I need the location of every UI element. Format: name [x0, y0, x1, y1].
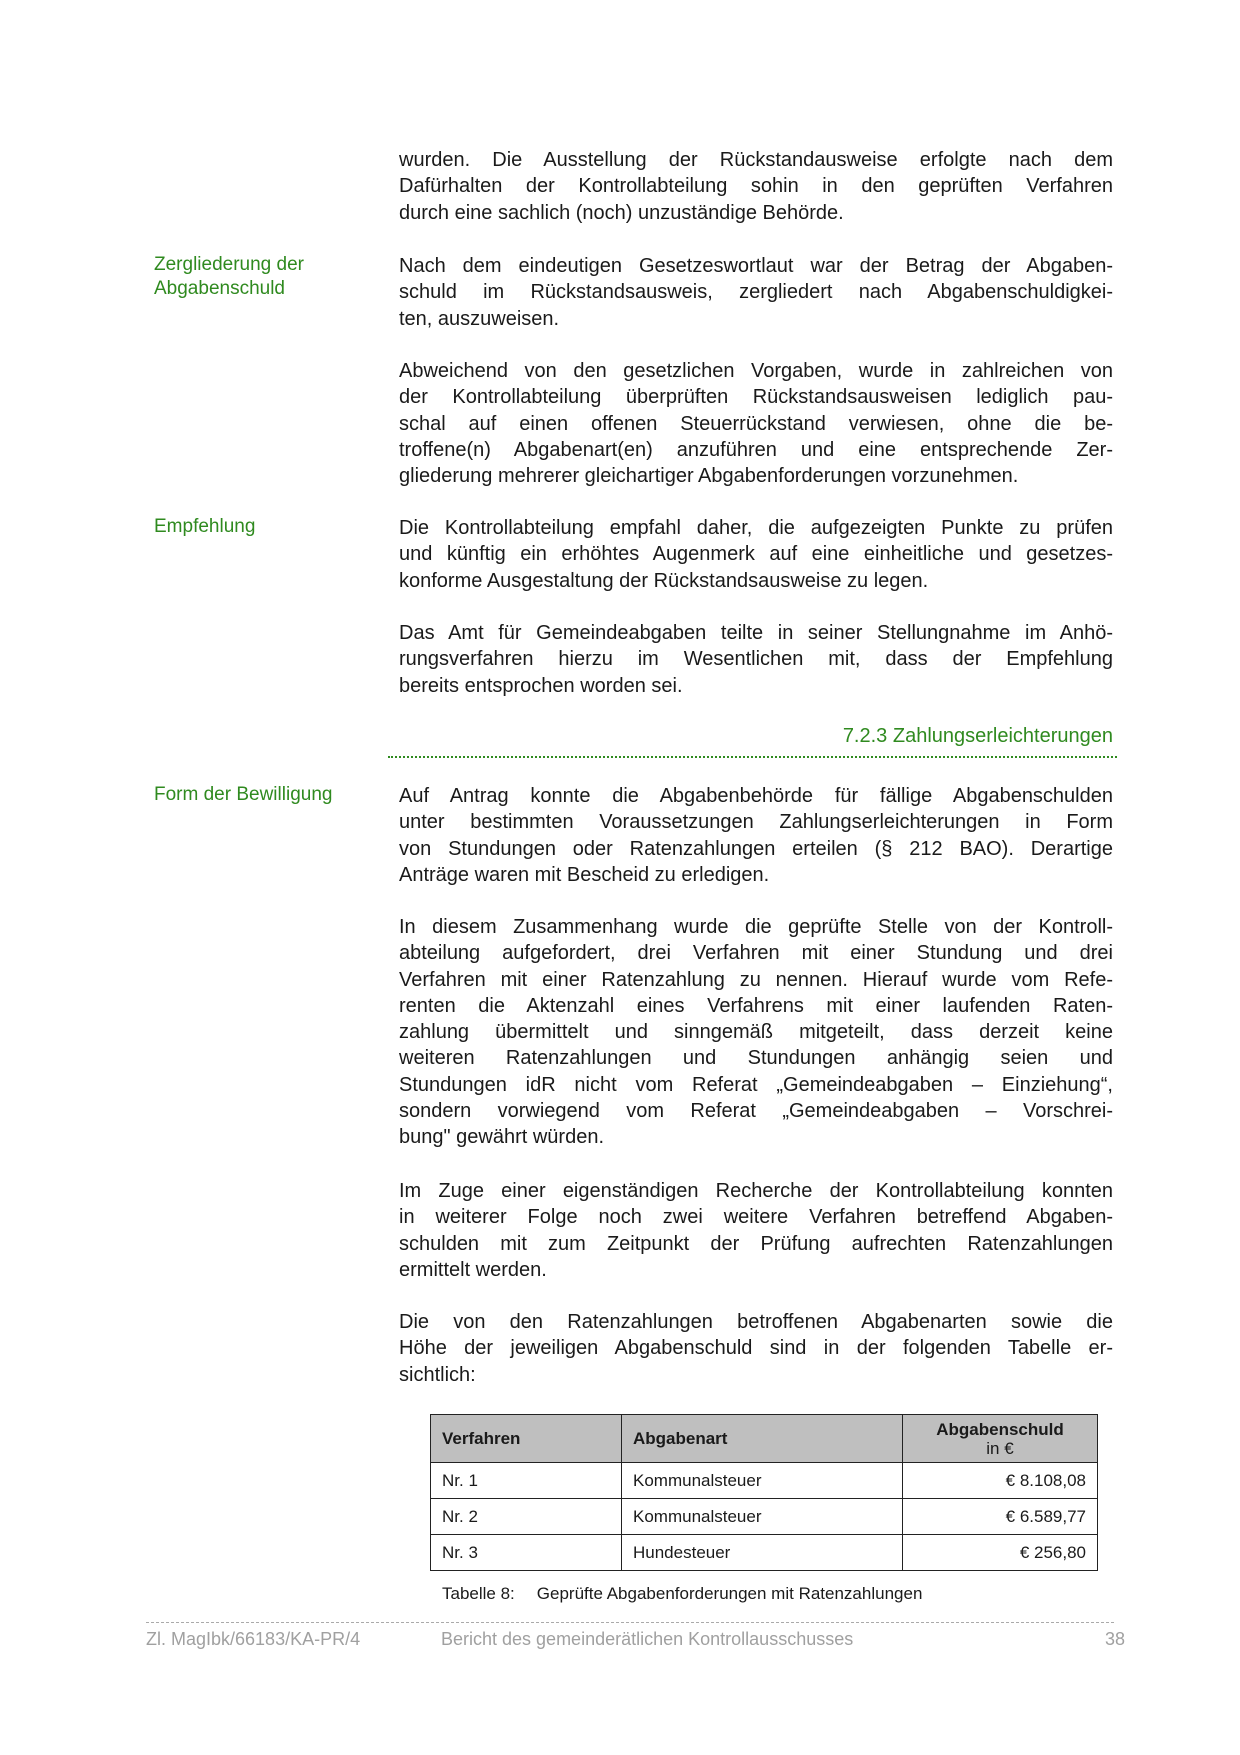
heading-divider: [388, 756, 1117, 758]
margin-note-empfehlung: Empfehlung: [154, 516, 256, 537]
header-abgabenschuld: [903, 1415, 1098, 1463]
text-line: sondern vorwiegend vom Referat „Gemeindeabgaben – Vorschrei-: [399, 1100, 1113, 1123]
cell-abgabenart: Kommunalsteuer: [622, 1463, 903, 1499]
table-caption: [442, 1584, 922, 1604]
paragraph: [399, 914, 1113, 1151]
cell-amount: € 6.589,77: [903, 1499, 1098, 1535]
text-line: Die von den Ratenzahlungen betroffenen Abgabenarten sowie die: [399, 1311, 1113, 1333]
text-line: unter bestimmten Voraussetzungen Zahlungserleichterungen in Form: [399, 811, 1113, 834]
data-table: [430, 1414, 1098, 1571]
paragraph: [399, 620, 1113, 699]
text-line: Die Kontrollabteilung empfahl daher, die aufgezeigten Punkte zu prüfen: [399, 517, 1113, 539]
margin-note-form-der-bewilligung: Form der Bewilligung: [154, 784, 333, 805]
text-line: ermittelt werden.: [399, 1258, 547, 1281]
text-line: bereits entsprochen worden sei.: [399, 674, 683, 697]
cell-amount: € 256,80: [903, 1535, 1098, 1571]
cell-verfahren: Nr. 1: [431, 1463, 622, 1499]
cell-verfahren: Nr. 3: [431, 1535, 622, 1571]
text-line: gliederung mehrerer gleichartiger Abgabenforderungen vorzunehmen.: [399, 465, 1019, 488]
paragraph: [399, 515, 1113, 594]
footer-reference: Zl. MagIbk/66183/KA-PR/4: [146, 1629, 361, 1649]
paragraph: [399, 783, 1113, 888]
cell-abgabenart: Hundesteuer: [622, 1535, 903, 1571]
section-heading: 7.2.3 Zahlungserleichterungen: [842, 725, 1113, 747]
text-line: von Stundungen oder Ratenzahlungen erteilen (§ 212 BAO). Derartige: [399, 837, 1113, 860]
text-line: zahlung übermittelt und sinngemäß mitgeteilt, dass derzeit keine: [399, 1021, 1113, 1044]
table-header-row: [431, 1415, 1098, 1463]
text-line: weiteren Ratenzahlungen und Stundungen anhängig seien und: [399, 1047, 1113, 1070]
paragraph: [399, 253, 1113, 332]
cell-abgabenart: Kommunalsteuer: [622, 1499, 903, 1535]
text-line: renten die Aktenzahl eines Verfahrens mit einer laufenden Raten-: [399, 994, 1113, 1017]
text-line: der Kontrollabteilung überprüften Rückstandsausweisen lediglich pau-: [399, 386, 1113, 409]
text-line: rungsverfahren hierzu im Wesentlichen mit, dass der Empfehlung: [399, 648, 1113, 671]
text-line: Höhe der jeweiligen Abgabenschuld sind in der folgenden Tabelle er-: [399, 1337, 1113, 1360]
header-abgabenart: Abgabenart: [622, 1415, 903, 1463]
text-line: Das Amt für Gemeindeabgaben teilte in seiner Stellungnahme im Anhö-: [399, 622, 1113, 644]
text-line: Anträge waren mit Bescheid zu erledigen.: [399, 863, 770, 886]
cell-verfahren: Nr. 2: [431, 1499, 622, 1535]
text-line: schulden mit zum Zeitpunkt der Prüfung aufrechten Ratenzahlungen: [399, 1232, 1113, 1255]
text-line: Nach dem eindeutigen Gesetzeswortlaut war der Betrag der Abgaben-: [399, 255, 1113, 277]
text-line: troffene(n) Abgabenart(en) anzuführen und eine entsprechende Zer-: [399, 438, 1113, 461]
text-line: Dafürhalten der Kontrollabteilung sohin in den geprüften Verfahren: [399, 175, 1113, 198]
text-line: Stundungen idR nicht vom Referat „Gemeindeabgaben – Einziehung“,: [399, 1073, 1113, 1096]
text-line: In diesem Zusammenhang wurde die geprüfte Stelle von der Kontroll-: [399, 916, 1113, 938]
text-line: abteilung aufgefordert, drei Verfahren mit einer Stundung und drei: [399, 942, 1113, 965]
text-line: Im Zuge einer eigenständigen Recherche der Kontrollabteilung konnten: [399, 1180, 1113, 1202]
header-unit: in €: [986, 1438, 1014, 1458]
text-line: in weiterer Folge noch zwei weitere Verfahren betreffend Abgaben-: [399, 1206, 1113, 1229]
text-line: und künftig ein erhöhtes Augenmerk auf eine einheitliche und gesetzes-: [399, 543, 1113, 566]
cell-amount: € 8.108,08: [903, 1463, 1098, 1499]
paragraph: [399, 1178, 1113, 1283]
header-verfahren: Verfahren: [431, 1415, 622, 1463]
page-number: 38: [1104, 1629, 1125, 1649]
text-line: schal auf einen offenen Steuerrückstand verwiesen, ohne die be-: [399, 412, 1113, 435]
margin-note-zergliederung: Zergliederung der Abgabenschuld: [154, 254, 304, 299]
table-row: [431, 1463, 1098, 1499]
paragraph: [399, 1309, 1113, 1388]
text-line: bung" gewährt würden.: [399, 1126, 605, 1149]
paragraph: [399, 358, 1113, 489]
text-line: schuld im Rückstandsausweis, zergliedert nach Abgabenschuldigkei-: [399, 281, 1113, 304]
text-line: ten, auszuweisen.: [399, 307, 560, 330]
table-row: [431, 1499, 1098, 1535]
text-line: Auf Antrag konnte die Abgabenbehörde für fällige Abgabenschulden: [399, 785, 1113, 807]
footer-divider: [146, 1622, 1114, 1623]
text-line: durch eine sachlich (noch) unzuständige Behörde.: [399, 201, 844, 224]
text-line: wurden. Die Ausstellung der Rückstandausweise erfolgte nach dem: [399, 149, 1113, 171]
header-abgabenschuld-label: Abgabenschuld: [936, 1419, 1064, 1439]
caption-label: Tabelle 8:: [442, 1584, 515, 1603]
caption-text: Geprüfte Abgabenforderungen mit Ratenzahlungen: [536, 1584, 923, 1603]
footer-title: Bericht des gemeinderätlichen Kontrollausschusses: [441, 1629, 854, 1649]
text-line: sichtlich:: [399, 1363, 476, 1386]
text-line: Verfahren mit einer Ratenzahlung zu nennen. Hierauf wurde vom Refe-: [399, 968, 1113, 991]
paragraph: [399, 147, 1113, 226]
table-row: [431, 1535, 1098, 1571]
text-line: konforme Ausgestaltung der Rückstandsausweise zu legen.: [399, 569, 929, 592]
text-line: Abweichend von den gesetzlichen Vorgaben, wurde in zahlreichen von: [399, 360, 1113, 382]
